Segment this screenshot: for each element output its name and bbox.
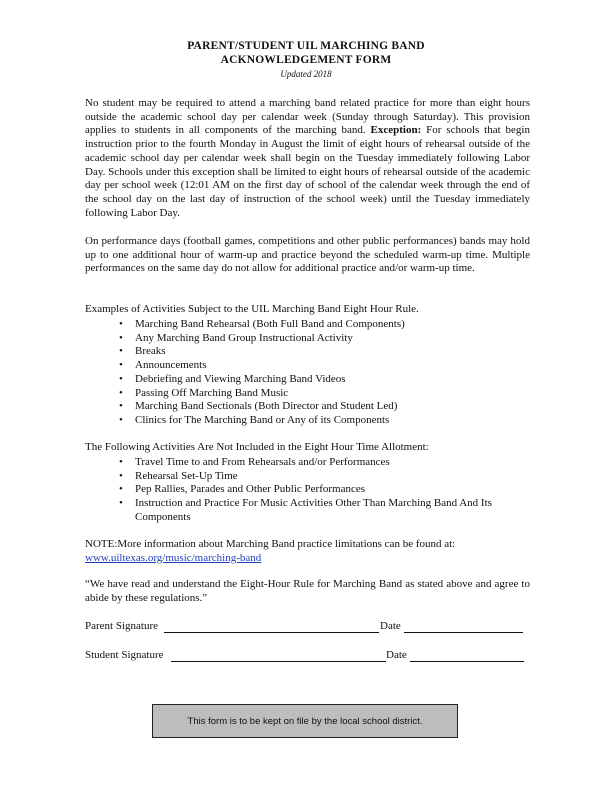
rule-text-b: For schools that begin instruction prior to the fourth Monday in August the limit of eight hours of rehearsal outside of the academic school day per calendar week shall begin on the Tuesday immediately following Labor Day. Schools under this exception shall be limited to eight hours of rehearsal outside of the academic day per school week (12:01 AM on the first day of school of the calendar week through the end of the school day on the last day of instruction of the school week) until the Tuesday immediately following Labor Day. — [85, 124, 530, 219]
bullet-icon: • — [119, 318, 123, 330]
file-notice-text: This form is to be kept on file by the local school district. — [187, 715, 423, 727]
rule-paragraph — [85, 97, 530, 220]
note-text: NOTE:More information about Marching Band practice limitations can be found at: — [85, 538, 456, 550]
student-signature-field[interactable] — [171, 649, 386, 662]
parent-date-label: Date — [380, 620, 401, 632]
parent-date-field[interactable] — [404, 620, 523, 633]
bullet-icon: • — [119, 359, 123, 372]
bullet-icon: • — [119, 386, 123, 399]
updated-date: Updated 2018 — [280, 69, 332, 79]
bullet-icon: • — [119, 497, 123, 510]
list-item: • Travel Time to and From Rehearsals and/or Performances — [119, 456, 390, 468]
list-item: • Rehearsal Set-Up Time — [119, 469, 238, 482]
file-notice-box — [152, 704, 458, 738]
list-item: • Instruction and Practice For Music Activities Other Than Marching Band And Its Components — [119, 497, 492, 523]
bullet-icon: • — [119, 400, 123, 413]
note-block — [85, 538, 535, 565]
student-date-label: Date — [386, 649, 407, 661]
bullet-icon: • — [119, 469, 123, 482]
exception-label: Exception: — [370, 124, 422, 137]
bullet-icon: • — [119, 331, 123, 344]
performance-days-paragraph: On performance days (football games, competitions and other public performances) bands may hold up to one additional hour of warm-up and practice beyond the scheduled warm-up time. Multiple performances on the same day do not allow for additional practice and/or warm-up time. — [85, 235, 530, 275]
rule-text-a: No student may be required to attend a marching band related practice for more than eight hours outside the academic school day per calendar week (Sunday through Saturday). This provision applies to students in all components of the marching band. — [85, 97, 530, 137]
bullet-icon: • — [119, 372, 123, 385]
form-title-line1: PARENT/STUDENT UIL MARCHING BAND — [187, 40, 425, 52]
list-item: • Debriefing and Viewing Marching Band Videos — [119, 372, 346, 385]
excluded-list-heading: The Following Activities Are Not Included in the Eight Hour Time Allotment: — [85, 441, 429, 453]
excluded-activities-list — [118, 456, 538, 525]
list-item: • Marching Band Rehearsal (Both Full Band and Components) — [119, 318, 405, 330]
list-item: • Passing Off Marching Band Music — [119, 386, 289, 399]
subject-list-heading: Examples of Activities Subject to the UIL Marching Band Eight Hour Rule. — [85, 303, 419, 315]
bullet-icon: • — [119, 456, 123, 468]
list-item: • Clinics for The Marching Band or Any of its Components — [119, 413, 390, 426]
subject-activities-list — [118, 318, 538, 428]
student-date-field[interactable] — [410, 649, 524, 662]
uil-marching-band-link[interactable]: www.uiltexas.org/music/marching-band — [85, 551, 262, 564]
list-item: • Announcements — [119, 359, 207, 372]
parent-signature-field[interactable] — [164, 620, 379, 633]
list-item: • Any Marching Band Group Instructional Activity — [119, 331, 353, 344]
form-title-line2: ACKNOWLEDGEMENT FORM — [220, 54, 392, 66]
student-signature-label: Student Signature — [85, 649, 164, 661]
list-item: • Breaks — [119, 345, 166, 358]
agreement-statement: “We have read and understand the Eight-Hour Rule for Marching Band as stated above and agree to abide by these regulations.” — [85, 578, 530, 604]
list-item: • Marching Band Sectionals (Both Director and Student Led) — [119, 400, 398, 413]
bullet-icon: • — [119, 483, 123, 496]
bullet-icon: • — [119, 413, 123, 426]
list-item: • Pep Rallies, Parades and Other Public Performances — [119, 483, 366, 496]
bullet-icon: • — [119, 345, 123, 358]
parent-signature-label: Parent Signature — [85, 620, 159, 632]
